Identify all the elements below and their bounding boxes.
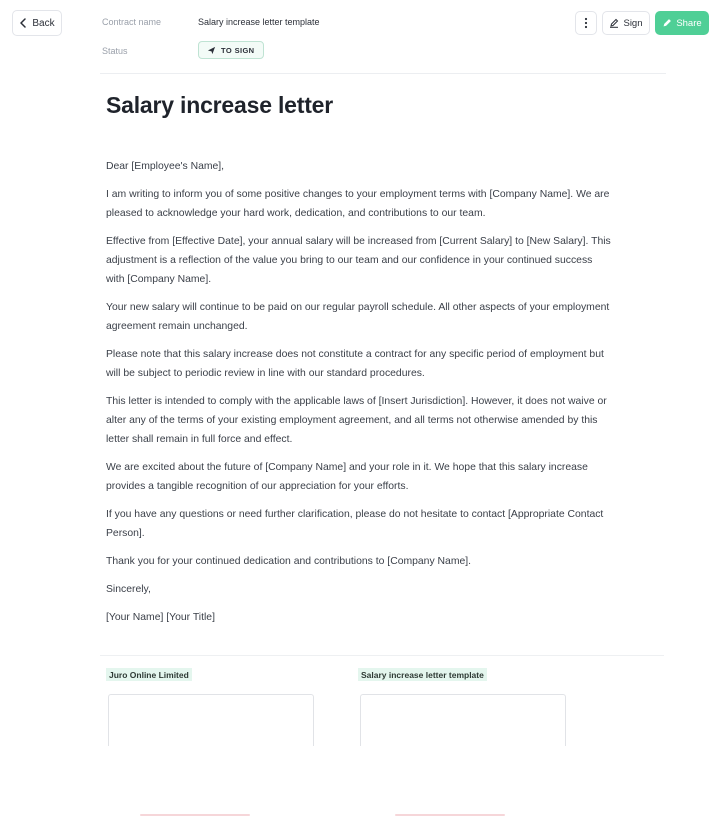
- signature-line-party-1: [140, 814, 250, 816]
- paragraph[interactable]: I am writing to inform you of some positive changes to your employment terms with [Company Name]. We are pleased to acknowledge your hard work, dedication, and contributions to our team.: [106, 189, 610, 219]
- sign-label: Sign: [623, 17, 643, 29]
- paragraph[interactable]: Please note that this salary increase does not constitute a contract for any specific period of employment but will be subject to periodic review in line with our standard procedures.: [106, 349, 604, 379]
- paragraph-signoff[interactable]: [Your Name] [Your Title]: [106, 612, 215, 623]
- paragraph[interactable]: Effective from [Effective Date], your annual salary will be increased from [Current Salary] to [New Salary]. This adjustment is a reflection of the value you bring to our team and our confidence in your continued success with [Company Name].: [106, 236, 611, 285]
- top-bar: [0, 0, 720, 74]
- share-label: Share: [676, 17, 702, 29]
- status-label: Status: [102, 46, 128, 56]
- signature-line-party-2: [395, 814, 505, 816]
- paragraph-closing[interactable]: Sincerely,: [106, 584, 151, 595]
- paragraph[interactable]: Your new salary will continue to be paid on our regular payroll schedule. All other aspects of your employment agreement remain unchanged.: [106, 302, 610, 332]
- pen-icon: [609, 18, 619, 28]
- back-button[interactable]: [12, 10, 62, 36]
- signature-divider: [100, 655, 664, 656]
- status-badge: [198, 41, 264, 59]
- signatory-label-party-1: Juro Online Limited: [106, 668, 192, 681]
- more-vertical-icon: [584, 17, 588, 29]
- share-button[interactable]: [655, 11, 709, 35]
- header-divider: [100, 73, 666, 74]
- chevron-left-icon: [19, 18, 27, 28]
- paragraph[interactable]: This letter is intended to comply with the applicable laws of [Insert Jurisdiction]. However, it does not waive or alter any of the terms of your existing employment agreement, and all terms not otherwise amended by this letter shall remain in full force and effect.: [106, 396, 607, 445]
- paragraph-salutation[interactable]: Dear [Employee's Name],: [106, 161, 225, 172]
- signatory-label-party-2: Salary increase letter template: [358, 668, 487, 681]
- contract-name-label: Contract name: [102, 17, 162, 27]
- send-icon: [207, 46, 216, 55]
- paragraph[interactable]: Thank you for your continued dedication and contributions to [Company Name].: [106, 556, 472, 567]
- document-body: [106, 92, 611, 636]
- more-options-button[interactable]: [575, 11, 597, 35]
- signature-box-party-2[interactable]: [360, 694, 566, 746]
- status-value: TO SIGN: [221, 45, 255, 55]
- paragraph[interactable]: We are excited about the future of [Company Name] and your role in it. We hope that this salary increase provides a tangible recognition of our appreciation for your efforts.: [106, 462, 588, 492]
- paragraph[interactable]: If you have any questions or need further clarification, please do not hesitate to contact [Appropriate Contact Person].: [106, 509, 604, 539]
- back-label: Back: [32, 17, 55, 29]
- contract-name-value[interactable]: Salary increase letter template: [198, 17, 320, 27]
- share-icon: [662, 18, 672, 28]
- signature-box-party-1[interactable]: [108, 694, 314, 746]
- sign-button[interactable]: [602, 11, 650, 35]
- document-title[interactable]: Salary increase letter: [106, 92, 334, 118]
